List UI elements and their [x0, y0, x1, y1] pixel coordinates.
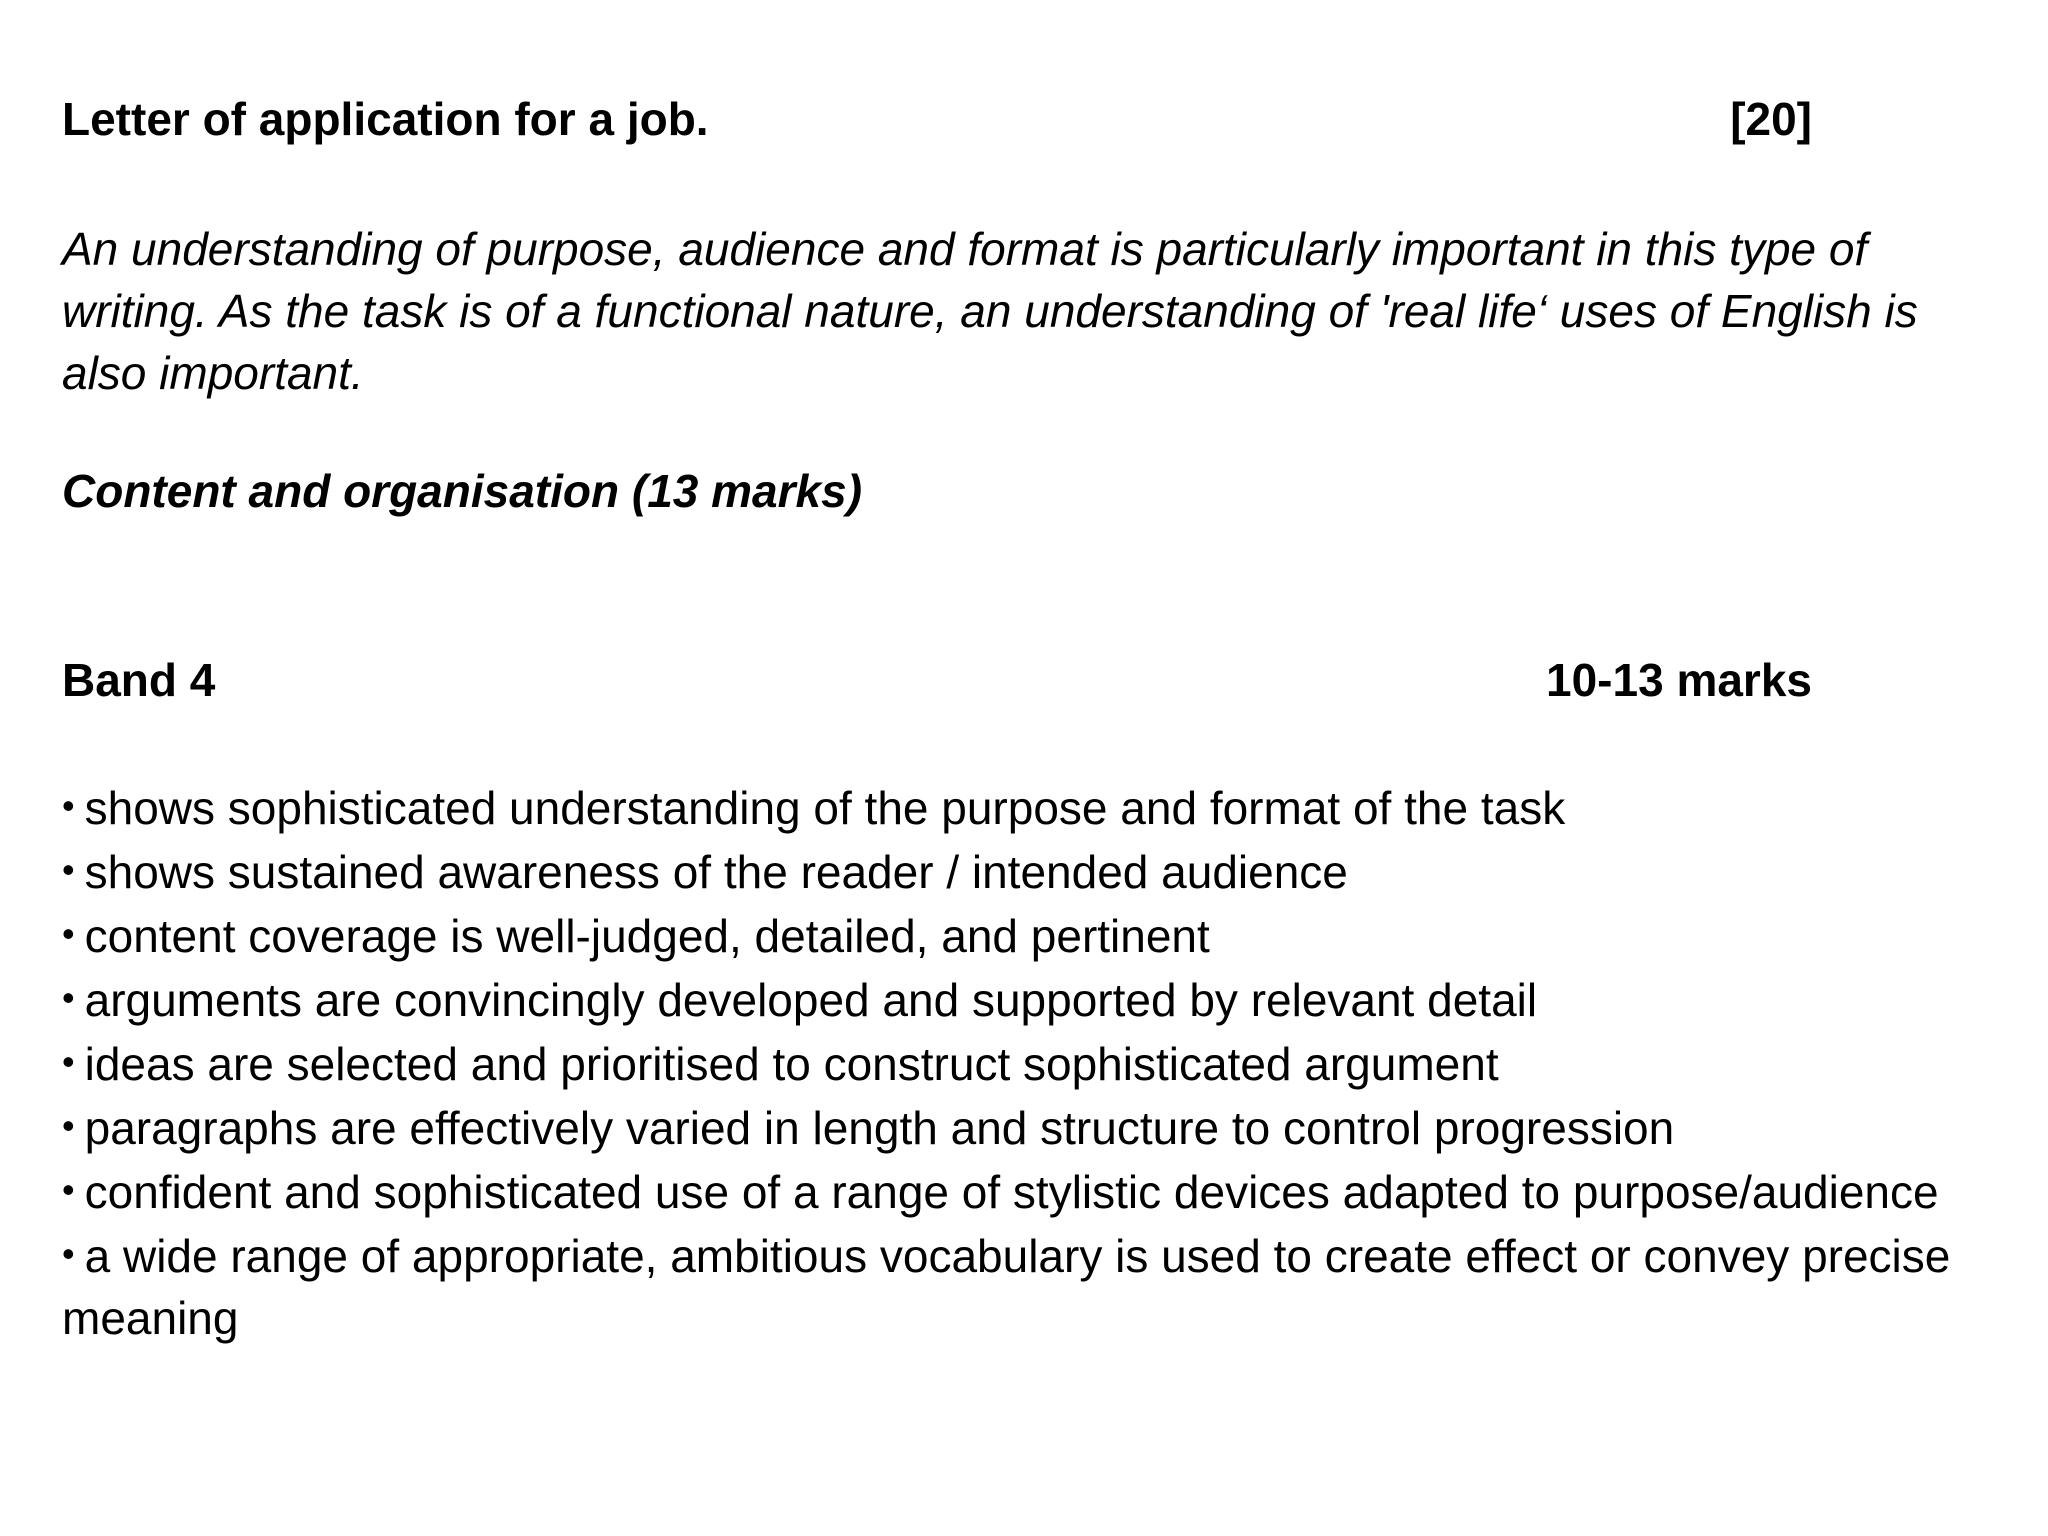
- title-row: [62, 91, 1812, 147]
- band-row: [62, 652, 1812, 708]
- criteria-text: ideas are selected and prioritised to construct sophisticated argument: [84, 1038, 1499, 1090]
- document-title: Letter of application for a job.: [62, 93, 709, 145]
- criteria-text: content coverage is well-judged, detailed, and pertinent: [84, 910, 1210, 962]
- criteria-text: shows sustained awareness of the reader / intended audience: [84, 846, 1348, 898]
- criteria-list: [62, 775, 1962, 1349]
- bullet-icon: •: [62, 785, 75, 826]
- bullet-icon: •: [62, 1169, 75, 1210]
- bullet-icon: •: [62, 977, 75, 1018]
- criteria-item: [62, 839, 1962, 903]
- criteria-item: [62, 1095, 1962, 1159]
- total-marks: [20]: [1730, 93, 1812, 145]
- criteria-item: [62, 967, 1962, 1031]
- bullet-icon: •: [62, 1233, 75, 1274]
- criteria-text: paragraphs are effectively varied in length and structure to control progression: [84, 1102, 1675, 1154]
- bullet-icon: •: [62, 1105, 75, 1146]
- band-marks: 10-13 marks: [1546, 654, 1812, 706]
- criteria-text: a wide range of appropriate, ambitious vocabulary is used to create effect or convey precise meaning: [62, 1230, 1951, 1344]
- band-label: Band 4: [62, 654, 216, 706]
- criteria-text: confident and sophisticated use of a range of stylistic devices adapted to purpose/audience: [84, 1166, 1939, 1218]
- criteria-text: arguments are convincingly developed and supported by relevant detail: [84, 974, 1538, 1026]
- section-heading: Content and organisation (13 marks): [62, 465, 863, 517]
- criteria-item: [62, 1031, 1962, 1095]
- criteria-item: [62, 1223, 1962, 1349]
- criteria-item: [62, 1159, 1962, 1223]
- intro-paragraph: An understanding of purpose, audience and format is particularly important in this type of writing. As the task is of a functional nature, an understanding of 'real life‘ uses of English is also important.: [62, 223, 1918, 399]
- criteria-text: shows sophisticated understanding of the purpose and format of the task: [84, 782, 1566, 834]
- bullet-icon: •: [62, 1041, 75, 1082]
- criteria-item: [62, 775, 1962, 839]
- criteria-item: [62, 903, 1962, 967]
- bullet-icon: •: [62, 913, 75, 954]
- bullet-icon: •: [62, 849, 75, 890]
